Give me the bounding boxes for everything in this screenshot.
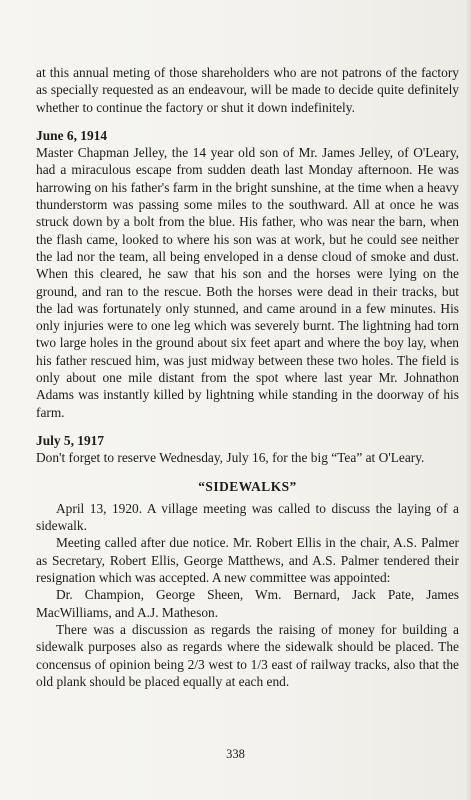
entry-text: Don't forget to reserve Wednesday, July 16, for the big “Tea” at O'Leary. <box>36 450 425 466</box>
sidewalk-paragraph: There was a discussion as regards the raising of money for building a sidewalk purposes also as regards where the sidewalk should be placed. The concensus of opinion being 2/3 west to 1/3 east of railway tracks, also that the old plank should be placed equally at each end. <box>36 621 459 689</box>
entry-date: June 6, 1914 <box>36 127 108 143</box>
sidewalk-paragraph: April 13, 1920. A village meeting was called to discuss the laying of a sidewalk. <box>36 500 459 534</box>
text-column <box>36 64 459 690</box>
page-number: 338 <box>226 747 245 761</box>
sidewalk-paragraph: Meeting called after due notice. Mr. Robert Ellis in the chair, A.S. Palmer as Secretary, Robert Ellis, George Matthews, and A.S. Palmer tendered their resignation which was accepted. A new committee was appointed: <box>36 535 459 586</box>
entry-text: Master Chapman Jelley, the 14 year old son of Mr. James Jelley, of O'Leary, had a miraculous escape from sudden death last Monday afternoon. He was harrowing on his father's farm in the bright sunshine, at the time when a heavy thunderstorm was passing some miles to the southward. All at once he was struck down by a bolt from the blue. His father, who was near the barn, when the flash came, looked to where his son was at work, but he could see neither the lad nor the team, all being enveloped in a dense cloud of smoke and dust. When this cleared, he saw that his son and the horses were lying on the ground, and ran to the rescue. Both the horses were dead in their tracks, but the lad was fortunately only stunned, and came around in a few minutes. His only injuries were to one leg which was severely burnt. The lightning had torn two large holes in the ground about six feet apart and where the boy lay, when his father rescued him, was just midway between these two holes. The field is only about one mile distant from the spot where last year Mr. Johnathon Adams was instantly killed by lightning while standing in the doorway of his farm. <box>36 145 459 420</box>
section-heading: “SIDEWALKS” <box>198 478 297 494</box>
entry-date: July 5, 1917 <box>36 432 105 448</box>
sidewalk-paragraph: Dr. Champion, George Sheen, Wm. Bernard, Jack Pate, James MacWilliams, and A.J. Matheson. <box>36 587 459 620</box>
intro-paragraph: at this annual meting of those shareholders who are not patrons of the factory as specially requested as an endeavour, will be made to decide quite definitely whether to continue the factory or shut it down indefinitely. <box>36 65 459 115</box>
page-edge-shadow <box>465 0 471 800</box>
